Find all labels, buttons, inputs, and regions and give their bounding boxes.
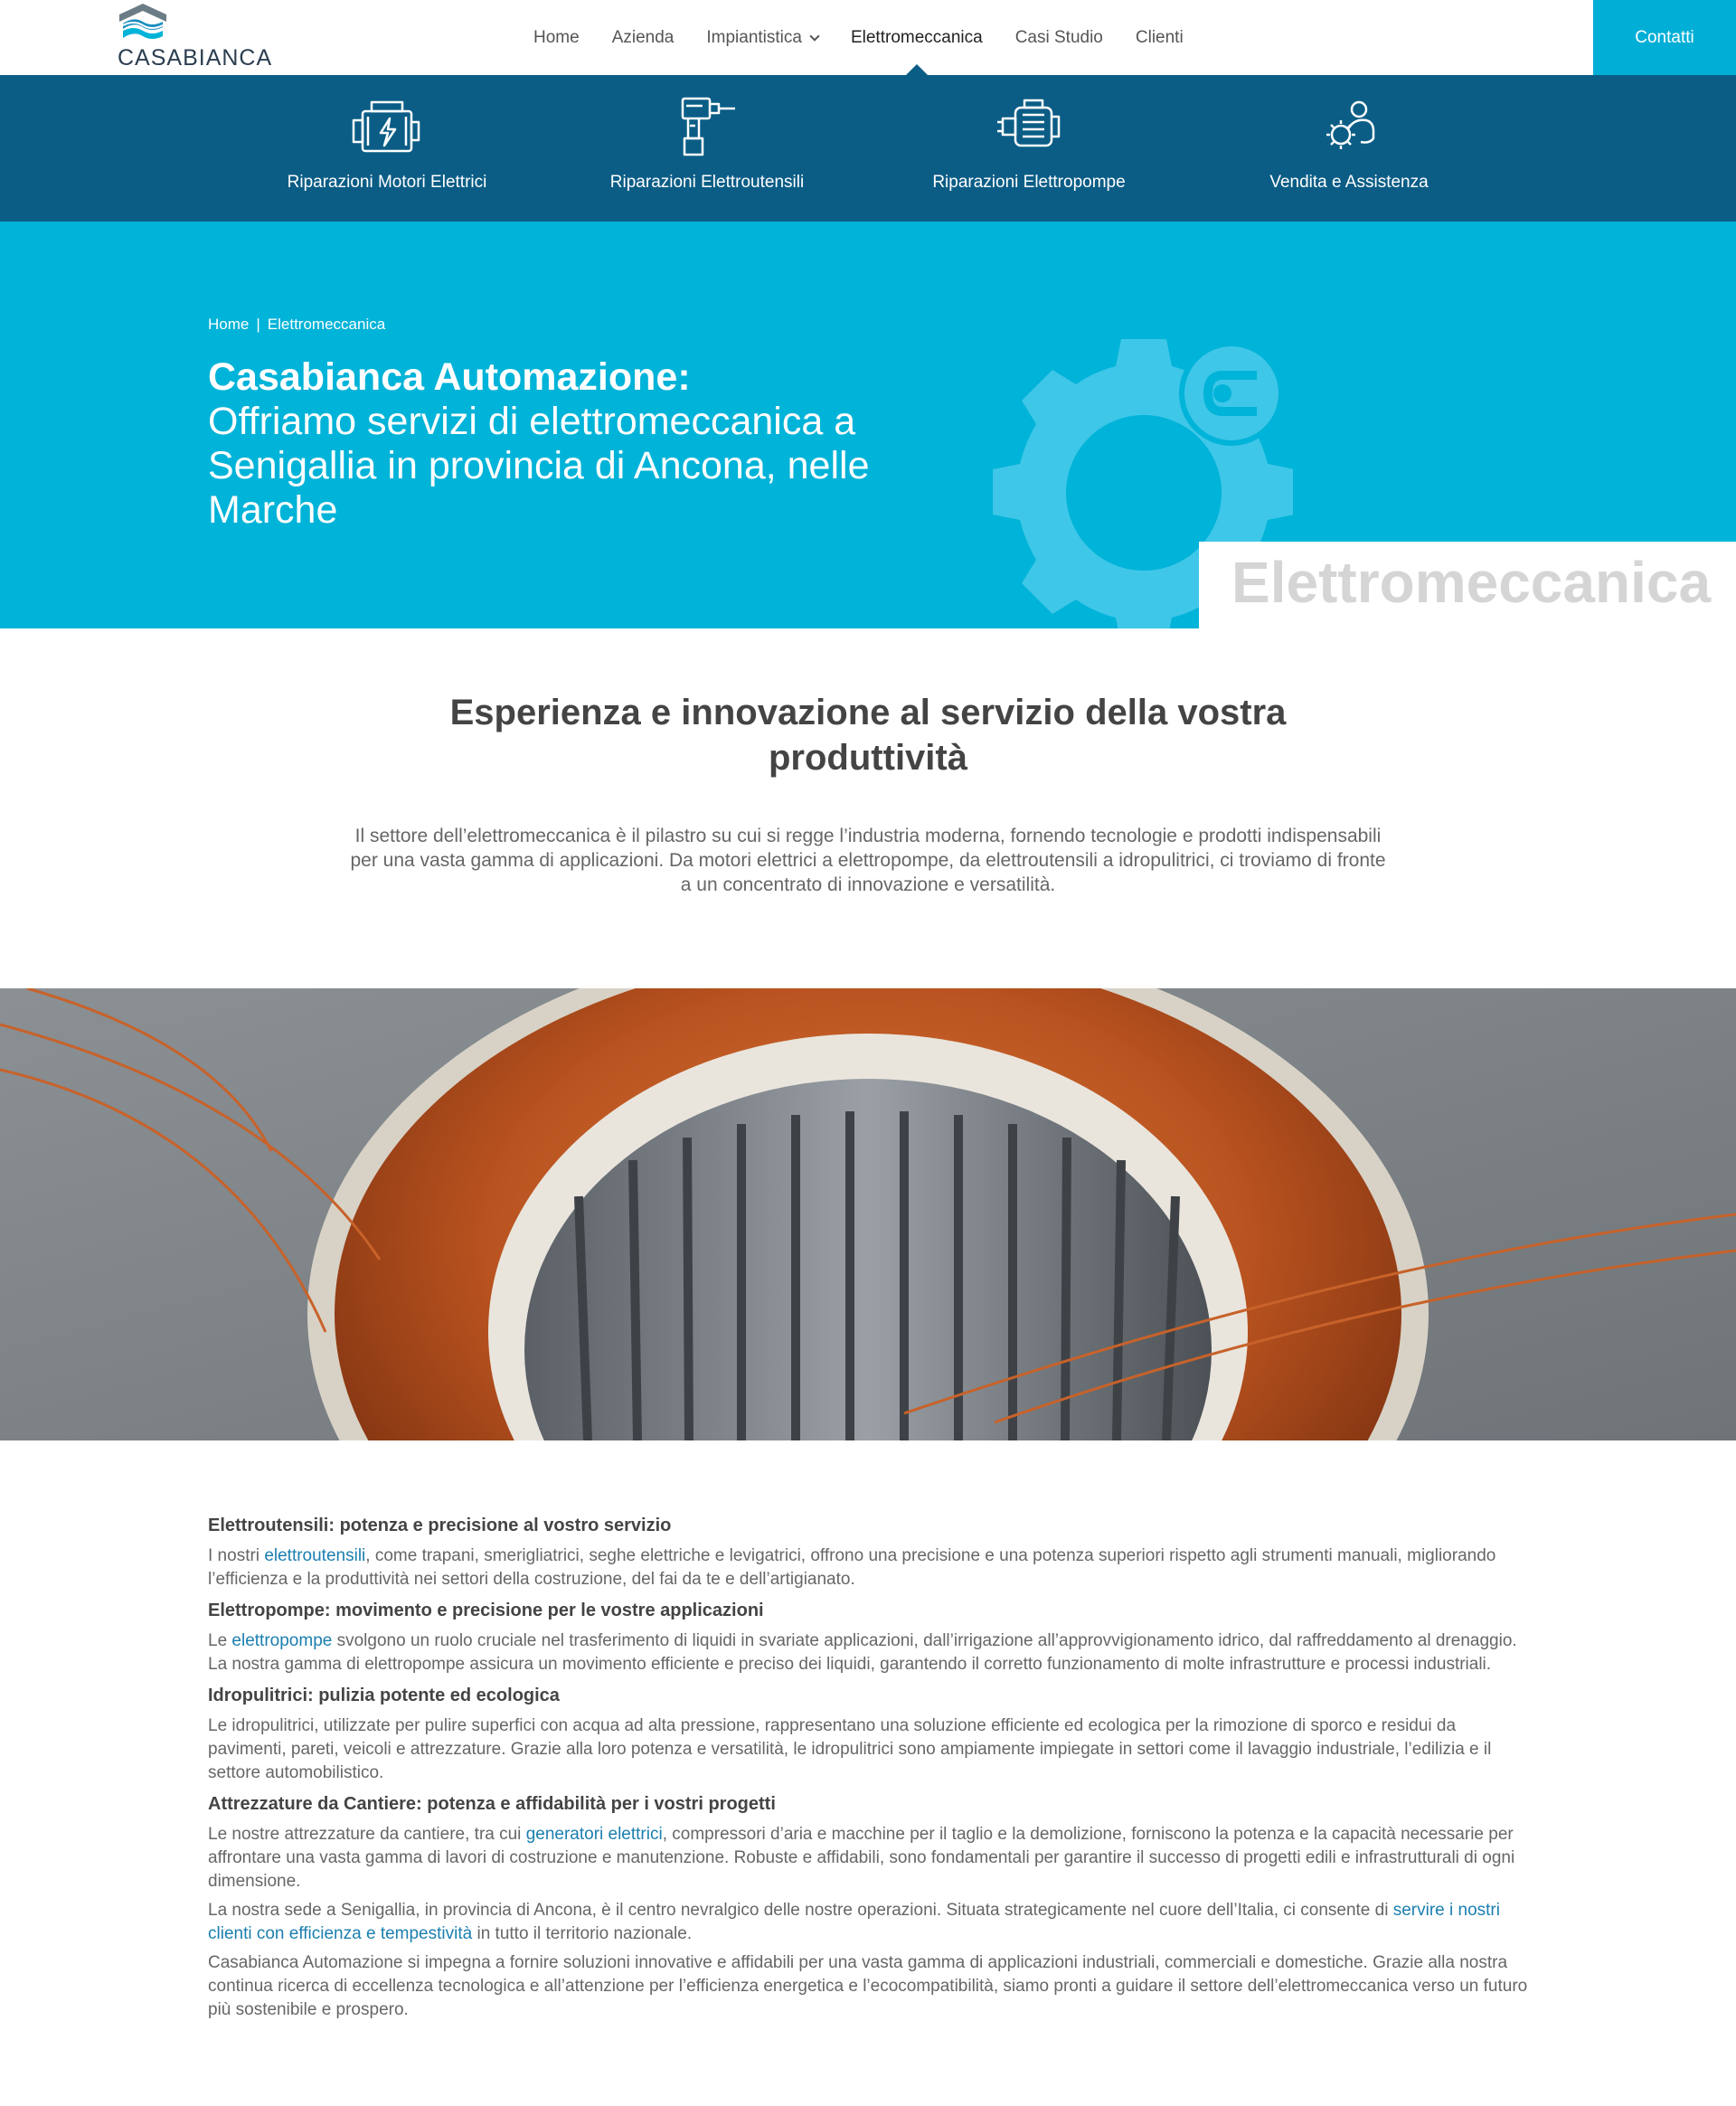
nav-azienda-label: Azienda	[611, 27, 675, 47]
text-span: svolgono un ruolo cruciale nel trasferimento di liquidi in svariate applicazioni, dall’irrigazione all’approvvigionamento idrico, dal raffreddamento al drenaggio. La nostra gamma di elettropompe assicura un movimento efficiente e preciso dei liquidi, garantendo il corretto funzionamento di molte infrastrutture e processi industriali.	[208, 1631, 1517, 1674]
subnav-item-motori[interactable]	[242, 75, 532, 222]
chevron-down-icon	[809, 31, 819, 41]
text-span: , compressori d’aria e macchine per il taglio e la demolizione, forniscono la potenza e la capacità necessarie per affrontare una vasta gamma di lavori di costruzione e manutenzione. Robuste e affidabili, sono fondamentali per garantire il successo di progetti edili e infrastrutturali di ogni dimensione.	[208, 1825, 1515, 1891]
section-heading-idropulitrici: Idropulitrici: pulizia potente ed ecologica	[208, 1686, 560, 1705]
text-span: Le nostre attrezzature da cantiere, tra cui	[208, 1825, 526, 1844]
text-span: I nostri	[208, 1546, 265, 1565]
link-elettroutensili[interactable]: elettroutensili	[264, 1546, 366, 1565]
text-span: La nostra sede a Senigallia, in provincia di Ancona, è il centro nevralgico delle nostre operazioni. Situata strategicamente nel cuore dell’Italia, ci consente di	[208, 1901, 1393, 1920]
intro-heading: Esperienza e innovazione al servizio della vostra produttività	[449, 693, 1287, 778]
section-paragraph-cantiere	[208, 1823, 1537, 1894]
hero-category-tag	[1199, 542, 1736, 628]
link-servire-clienti[interactable]: servire i nostri clienti con efficienza e tempestività	[208, 1901, 1500, 1943]
breadcrumb-home[interactable]: Home	[208, 316, 250, 333]
page-title-rest: Offriamo servizi di elettromeccanica a Senigallia in provincia di Ancona, nelle Marche	[208, 400, 870, 532]
text-span: , come trapani, smerigliatrici, seghe elettriche e levigatrici, offrono una precisione e una potenza superiori rispetto agli strumenti manuali, migliorando l’efficienza e la produttività nei settori della costruzione, del fai da te e dell’artigianato.	[208, 1546, 1496, 1589]
breadcrumb-current: Elettromeccanica	[267, 316, 386, 333]
nav-clienti-label: Clienti	[1135, 27, 1184, 47]
brand-name: CASABIANCA	[118, 45, 273, 71]
service-subnav	[0, 75, 1736, 222]
link-generatori-elettrici[interactable]: generatori elettrici	[525, 1825, 663, 1844]
nav-impiantistica-label: Impiantistica	[706, 27, 802, 47]
logo-mark-icon	[116, 2, 170, 43]
text-span: in tutto il territorio nazionale.	[472, 1924, 693, 1943]
drill-icon	[666, 95, 748, 158]
support-gear-icon	[1308, 95, 1390, 158]
nav-impiantistica[interactable]	[706, 0, 818, 75]
nav-casi-studio[interactable]	[1015, 0, 1103, 75]
section-heading-elettroutensili: Elettroutensili: potenza e precisione al vostro servizio	[208, 1516, 672, 1535]
stator-coil-illustration	[0, 988, 1736, 1440]
pump-icon	[988, 95, 1070, 158]
nav-elettromeccanica-label: Elettromeccanica	[850, 27, 983, 47]
paragraph-sede	[208, 1899, 1537, 1946]
breadcrumb	[208, 316, 389, 334]
text-span: Le	[208, 1631, 232, 1650]
nav-clienti[interactable]	[1136, 0, 1184, 75]
subnav-label: Riparazioni Motori Elettrici	[287, 173, 487, 192]
page-title	[208, 355, 931, 533]
page-title-bold: Casabianca Automazione:	[208, 355, 691, 399]
section-paragraph-elettroutensili	[208, 1544, 1537, 1591]
subnav-label: Riparazioni Elettropompe	[932, 173, 1126, 192]
subnav-label: Vendita e Assistenza	[1269, 173, 1429, 192]
site-header	[0, 0, 1736, 75]
section-paragraph-elettropompe	[208, 1629, 1537, 1676]
brand-logo[interactable]	[116, 0, 273, 72]
section-paragraph-idropulitrici: Le idropulitrici, utilizzate per pulire superfici con acqua ad alta pressione, rappresentano una soluzione efficiente ed ecologica per la rimozione di sporco e residui da pavimenti, pareti, veicoli e attrezzature. Grazie alla loro potenza e versatilità, le idropulitrici sono ampiamente impiegate in settori come il lavaggio industriale, l’edilizia e il settore automobilistico.	[208, 1716, 1492, 1782]
hero-category-label: Elettromeccanica	[1231, 550, 1712, 615]
intro-paragraph: Il settore dell’elettromeccanica è il pilastro su cui si regge l’industria moderna, fornendo tecnologie e prodotti indispensabili per una vasta gamma di applicazioni. Da motori elettrici a elettropompe, da elettroutensili a idropulitrici, ci troviamo di fronte a un concentrato di innovazione e versatilità.	[350, 826, 1386, 895]
nav-azienda[interactable]	[612, 0, 675, 75]
subnav-item-elettroutensili[interactable]	[562, 75, 852, 222]
stator-coil-photo	[0, 988, 1736, 1440]
section-heading-cantiere: Attrezzature da Cantiere: potenza e affidabilità per i vostri progetti	[208, 1794, 776, 1814]
main-content	[208, 1512, 1537, 2027]
hero-section	[0, 222, 1736, 628]
nav-elettromeccanica[interactable]	[851, 0, 983, 75]
breadcrumb-separator: |	[256, 316, 260, 333]
subnav-item-vendita[interactable]	[1204, 75, 1494, 222]
paragraph-impegno: Casabianca Automazione si impegna a fornire soluzioni innovative e affidabili per una vasta gamma di applicazioni industriali, commerciali e domestiche. Grazie alla nostra continua ricerca di eccellenza tecnologica e all’attenzione per l’efficienza energetica e l’ecocompatibilità, siamo pronti a guidare il settore dell’elettromeccanica verso un futuro più sostenibile e prospero.	[208, 1953, 1528, 2019]
link-elettropompe[interactable]: elettropompe	[231, 1631, 333, 1650]
electric-motor-icon	[346, 95, 428, 158]
main-nav	[533, 0, 1216, 75]
nav-home-label: Home	[533, 27, 580, 47]
nav-home[interactable]	[533, 0, 580, 75]
section-heading-elettropompe: Elettropompe: movimento e precisione per le vostre applicazioni	[208, 1601, 764, 1620]
subnav-label: Riparazioni Elettroutensili	[609, 173, 805, 192]
nav-casi-studio-label: Casi Studio	[1014, 27, 1103, 47]
contatti-button[interactable]: Contatti	[1593, 0, 1736, 75]
subnav-item-elettropompe[interactable]	[884, 75, 1174, 222]
